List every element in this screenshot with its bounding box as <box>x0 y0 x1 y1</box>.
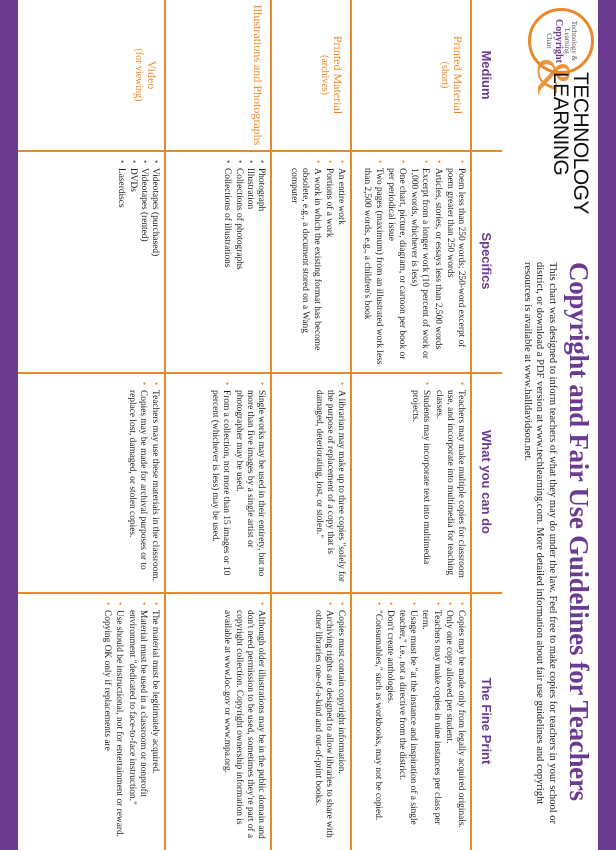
list-item: • Portions of a work <box>323 160 334 366</box>
specifics-cell <box>20 160 160 366</box>
list-item: • Collections of photographs <box>232 160 243 366</box>
list-item: • Teachers may make copies in nine instances per class per term. <box>419 602 441 844</box>
fine-print-cell <box>274 602 346 844</box>
fine-print-cell <box>354 602 466 844</box>
page-title: Copyright and Fair Use Guidelines for Teachers <box>564 262 594 801</box>
list-item: • Copies must contain copyright information. <box>335 602 346 844</box>
list-item: • Copies may be made for archival purposes or to replace lost, damaged, or stolen copies. <box>125 382 147 586</box>
medium-name: Printed Material <box>451 35 465 115</box>
medium-subtitle: (short) <box>439 61 450 89</box>
medium-name: Illustrations and Photographs <box>251 4 265 146</box>
list-item: • DVDs <box>126 160 137 366</box>
list-item: • Only one copy allowed per student. <box>443 602 454 844</box>
badge-bottom-text: Chart <box>545 33 554 49</box>
brand-logo <box>527 58 592 232</box>
divider <box>350 0 352 850</box>
medium-subtitle: (archives) <box>319 55 330 95</box>
divider <box>18 372 502 374</box>
list-item: • Photograph <box>255 160 266 366</box>
column-header-fine-print: The Fine Print <box>479 677 495 765</box>
list-item: • A librarian may make up to three copies "solely for the purpose of replacement of a copy that is damaged, deteriorating, lost, or stolen." <box>312 382 346 586</box>
divider <box>18 592 502 594</box>
intro-text: This chart was designed to inform teachers of what they may do under the law. Feel free to make copies for teachers in your school or district, or download a PDF version at www.techlearning.com. More detailed information about fair use guidelines and copyright resources is available at www.halldavidson.net. <box>522 262 558 825</box>
guidelines-table <box>18 0 502 850</box>
specifics-cell <box>354 160 466 366</box>
can-do-cell <box>274 382 346 586</box>
can-do-cell <box>20 382 160 586</box>
brand-line-2: LEARNING <box>549 72 573 176</box>
list-item: • An entire work <box>335 160 346 366</box>
divider <box>270 0 272 850</box>
specifics-cell <box>168 160 266 366</box>
list-item: • Usage must be "at the instance and inspiration of a single teacher," i.e., not a directive from the district. <box>396 602 418 844</box>
list-item: • Articles, stories, or essays less than 2,500 words <box>431 160 442 366</box>
list-item: • Videotapes (rented) <box>138 160 149 366</box>
medium-label <box>318 0 344 150</box>
can-do-cell <box>354 382 466 586</box>
list-item: • Videotapes (purchased) <box>149 160 160 366</box>
list-item: • Two pages (maximum) from an illustrated work less than 2,500 words, e.g., a children's book <box>361 160 383 366</box>
copyright-chart-page <box>18 0 598 850</box>
list-item: • Illustration <box>244 160 255 366</box>
fine-print-cell <box>20 602 160 844</box>
list-item: • Don't create anthologies. <box>384 602 395 844</box>
list-item: • Teachers may make multiple copies for classroom use, and incorporate into multimedia for teaching classes. <box>432 382 466 586</box>
specifics-cell <box>274 160 346 366</box>
medium-name: Printed Material <box>331 35 345 115</box>
medium-subtitle: (for viewing) <box>133 48 144 102</box>
list-item: • "Consumables," such as workbooks, may not be copied. <box>371 602 382 844</box>
list-item: • Single works may be used in their entirety, but no more than five images by a single artist or photographer may be used. <box>232 382 266 586</box>
list-item: • Although older illustrations may be in the public domain and don't need permission to be used, sometimes they're part of a copyright collection. Copyright ownership information is available at www.loc.gov or www.mpa.org. <box>221 602 266 844</box>
list-item: • The material must be legitimately acquired. <box>149 602 160 844</box>
list-item: • Collections of illustrations <box>221 160 232 366</box>
list-item: • Poem less than 250 words; 250-word excerpt of poem greater than 250 words <box>444 160 466 366</box>
header <box>506 0 598 850</box>
list-item: • Excerpt from a longer work (10 percent of work or 1,000 words, whichever is less) <box>408 160 430 366</box>
list-item: • Copies may be made only from legally acquired originals. <box>455 602 466 844</box>
divider <box>18 150 502 152</box>
list-item: • One chart, picture, diagram, or cartoon per book or per periodical issue <box>385 160 407 366</box>
list-item: • From a collection, not more than 15 images or 10 percent (whichever is less) may be used. <box>209 382 231 586</box>
brand-line-1: TECHNOLOGY <box>569 72 592 215</box>
medium-label <box>438 0 464 150</box>
column-header-can-do: What you can do <box>479 430 495 534</box>
can-do-cell <box>168 382 266 586</box>
medium-name: Video <box>145 60 159 90</box>
list-item: • Laserdiscs <box>115 160 126 366</box>
badge-main-text: Copyright <box>552 19 564 63</box>
list-item: • A work in which the existing format has become obsolete, e.g., a document stored on a Wang computer <box>288 160 322 366</box>
medium-label <box>132 0 158 150</box>
divider <box>470 0 472 850</box>
column-headers <box>472 0 502 850</box>
column-header-medium: Medium <box>479 50 495 100</box>
ampersand-icon: & <box>527 58 580 96</box>
rotated-sheet <box>18 0 598 850</box>
divider <box>164 0 166 850</box>
list-item: • Archiving rights are designed to allow libraries to share with other libraries one-of-a-kind and out-of-print books. <box>311 602 333 844</box>
badge-top-text: Technology & Learning <box>562 20 579 62</box>
list-item: • Copying OK only if replacements are <box>101 602 112 844</box>
column-header-specifics: Specifics <box>479 232 495 290</box>
medium-label <box>251 0 264 150</box>
list-item: • Material must be used in a classroom or nonprofit environment "dedicated to face-to-face instruction." <box>125 602 147 844</box>
list-item: • Use should be instructional, not for entertainment or reward. <box>113 602 124 844</box>
list-item: • Students may incorporate text into multimedia projects. <box>409 382 431 586</box>
fine-print-cell <box>168 602 266 844</box>
list-item: • Teachers may use these materials in the classroom. <box>149 382 160 586</box>
